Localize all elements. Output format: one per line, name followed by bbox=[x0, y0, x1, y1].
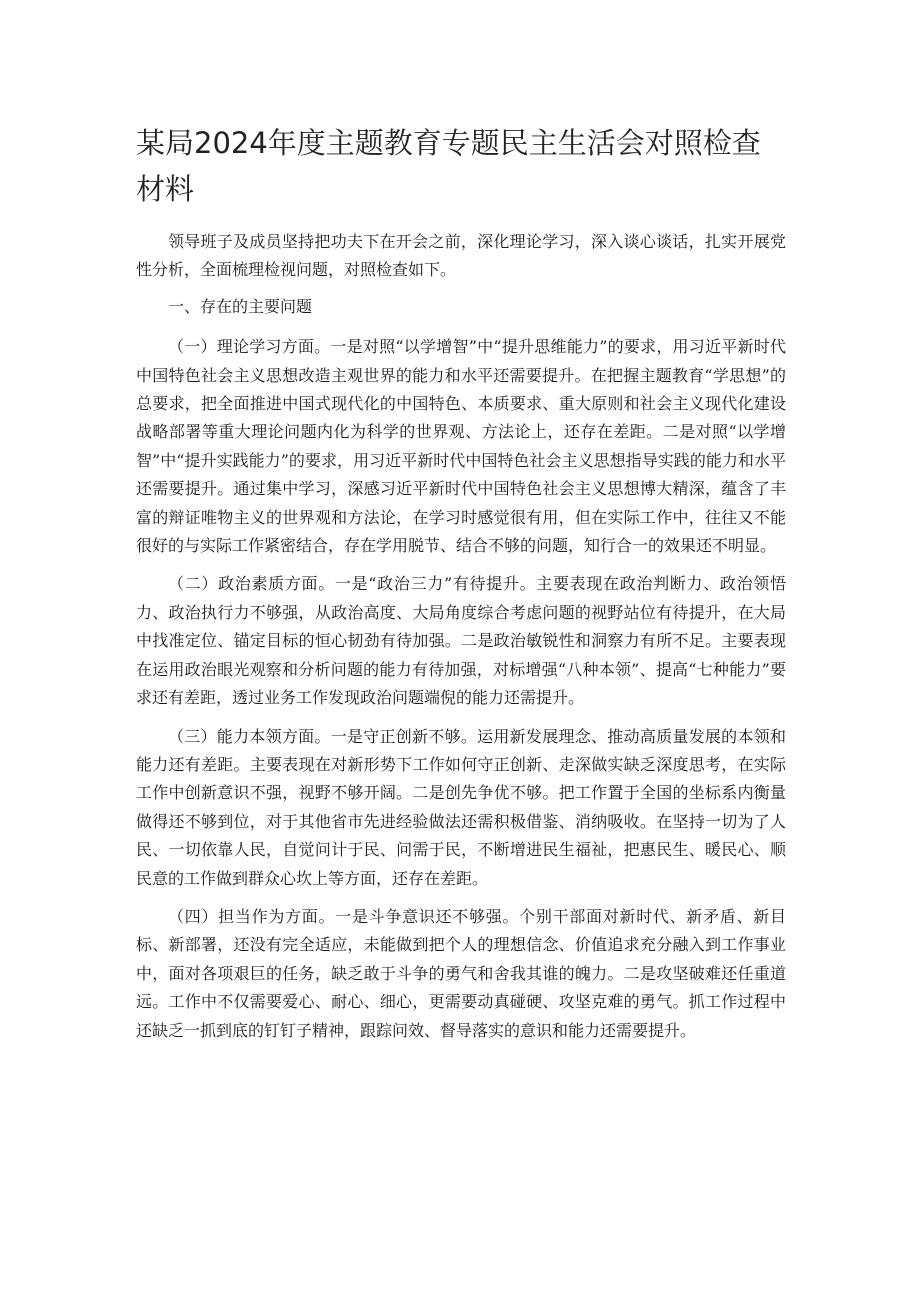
document-body bbox=[136, 228, 786, 1045]
paragraph-political-quality: （二）政治素质方面。一是“政治三力”有待提升。主要表现在政治判断力、政治领悟力、政治执行力不够强，从政治高度、大局角度综合考虑问题的视野站位有待提升，在大局中找准定位、锚定目标的恒心韧劲有待加强。二是政治敏锐性和洞察力有所不足。主要表现在运用政治眼光观察和分析问题的能力有待加强，对标增强“八种本领”、提高“七种能力”要求还有差距，透过业务工作发现政治问题端倪的能力还需提升。 bbox=[136, 574, 786, 708]
paragraph-capability: （三）能力本领方面。一是守正创新不够。运用新发展理念、推动高质量发展的本领和能力还有差距。主要表现在对新形势下工作如何守正创新、走深做实缺乏深度思考，在实际工作中创新意识不强，视野不够开阔。二是创先争优不够。把工作置于全国的坐标系内衡量做得还不够到位，对于其他省市先进经验做法还需积极借鉴、消纳吸收。在坚持一切为了人民、一切依靠人民，自觉问计于民、问需于民，不断增进民生福祉，把惠民生、暖民心、顺民意的工作做到群众心坎上等方面，还存在差距。 bbox=[136, 726, 786, 888]
intro-paragraph: 领导班子及成员坚持把功夫下在开会之前，深化理论学习，深入谈心谈话，扎实开展党性分析，全面梳理检视问题，对照检查如下。 bbox=[136, 232, 786, 280]
paragraph-responsibility: （四）担当作为方面。一是斗争意识还不够强。个别干部面对新时代、新矛盾、新目标、新部署，还没有完全适应，未能做到把个人的理想信念、价值追求充分融入到工作事业中，面对各项艰巨的任务，缺乏敢于斗争的勇气和舍我其谁的魄力。二是攻坚破难还任重道远。工作中不仅需要爱心、耐心、细心，更需要动真碰硬、攻坚克难的勇气。抓工作过程中还缺乏一抓到底的钉钉子精神，跟踪问效、督导落实的意识和能力还需要提升。 bbox=[136, 906, 786, 1040]
paragraph-theory-study: （一）理论学习方面。一是对照“以学增智”中“提升思维能力”的要求，用习近平新时代中国特色社会主义思想改造主观世界的能力和水平还需要提升。在把握主题教育“学思想”的总要求，把全面推进中国式现代化的中国特色、本质要求、重大原则和社会主义现代化建设战略部署等重大理论问题内化为科学的世界观、方法论上，还存在差距。二是对照“以学增智”中“提升实践能力”的要求，用习近平新时代中国特色社会主义思想指导实践的能力和水平还需要提升。通过集中学习，深感习近平新时代中国特色社会主义思想博大精深，蕴含了丰富的辩证唯物主义的世界观和方法论，在学习时感觉很有用，但在实际工作中，往往又不能很好的与实际工作紧密结合，存在学用脱节、结合不够的问题，知行合一的效果还不明显。 bbox=[136, 337, 786, 556]
document-title: 某局2024年度主题教育专题民主生活会对照检查材料 bbox=[136, 126, 761, 206]
section-heading: 一、存在的主要问题 bbox=[168, 296, 313, 316]
